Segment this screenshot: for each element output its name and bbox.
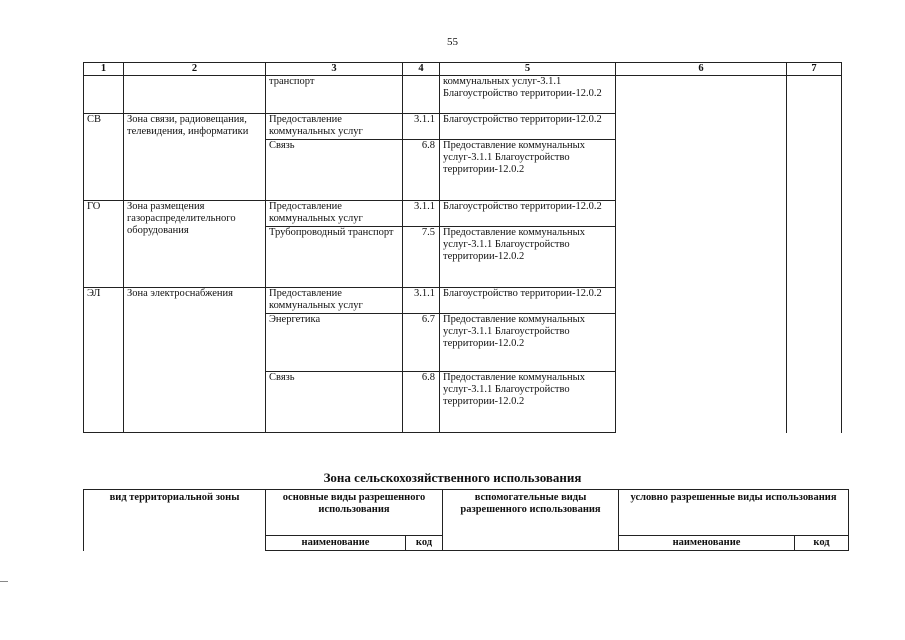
zone-code-cell: ГО <box>84 201 124 288</box>
column-header-7: 7 <box>787 63 842 76</box>
aux-uses-header: вспомогательные виды разрешенного использования <box>443 490 619 551</box>
main-uses-header: основные виды разрешенного использования <box>266 490 443 536</box>
zones-table <box>83 62 842 433</box>
column-header-4: 4 <box>403 63 440 76</box>
conditional-code-subheader: код <box>795 536 849 551</box>
zone-type-header: вид территориальной зоны <box>84 490 266 551</box>
conditional-uses-header: условно разрешенные виды использования <box>619 490 849 536</box>
main-use-code-cell: 6.7 <box>403 314 440 372</box>
main-use-code-cell <box>403 76 440 114</box>
agricultural-zone-table <box>83 489 849 551</box>
column-header-2: 2 <box>124 63 266 76</box>
scan-edge-mark <box>0 581 8 582</box>
main-use-name-cell: Связь <box>266 372 403 433</box>
main-use-code-cell: 6.8 <box>403 372 440 433</box>
zone-name-cell: Зона связи, радиовещания, телевидения, информатики <box>124 114 266 201</box>
zone-name-cell: Зона размещения газораспределительного оборудования <box>124 201 266 288</box>
main-use-code-cell: 6.8 <box>403 140 440 201</box>
column-header-6: 6 <box>616 63 787 76</box>
aux-use-cell: Предоставление коммунальных услуг-3.1.1 Благоустройство территории-12.0.2 <box>440 372 616 433</box>
column-header-1: 1 <box>84 63 124 76</box>
column-header-5: 5 <box>440 63 616 76</box>
main-use-name-cell: Предоставление коммунальных услуг <box>266 201 403 227</box>
main-code-subheader: код <box>406 536 443 551</box>
main-use-code-cell: 7.5 <box>403 227 440 288</box>
main-use-name-cell: Предоставление коммунальных услуг <box>266 114 403 140</box>
section-title: Зона сельскохозяйственного использования <box>323 470 582 485</box>
aux-use-cell: Благоустройство территории-12.0.2 <box>440 201 616 227</box>
conditional-name-subheader: наименование <box>619 536 795 551</box>
conditional-use-name-cell <box>616 76 787 433</box>
main-use-code-cell: 3.1.1 <box>403 114 440 140</box>
page-number: 55 <box>447 36 458 48</box>
main-name-subheader: наименование <box>266 536 406 551</box>
aux-use-cell: Предоставление коммунальных услуг-3.1.1 Благоустройство территории-12.0.2 <box>440 314 616 372</box>
main-use-name-cell: Трубопроводный транспорт <box>266 227 403 288</box>
zone-name-cell <box>124 76 266 114</box>
zone-code-cell: СВ <box>84 114 124 201</box>
aux-use-cell: коммунальных услуг-3.1.1 Благоустройство территории-12.0.2 <box>440 76 616 114</box>
main-use-code-cell: 3.1.1 <box>403 201 440 227</box>
table-row <box>84 76 842 114</box>
zone-code-cell <box>84 76 124 114</box>
aux-use-cell: Благоустройство территории-12.0.2 <box>440 288 616 314</box>
main-use-name-cell: Энергетика <box>266 314 403 372</box>
main-use-name-cell: Связь <box>266 140 403 201</box>
conditional-use-code-cell <box>787 76 842 433</box>
aux-use-cell: Предоставление коммунальных услуг-3.1.1 Благоустройство территории-12.0.2 <box>440 227 616 288</box>
table-header-row <box>84 490 849 536</box>
column-header-3: 3 <box>266 63 403 76</box>
zone-code-cell: ЭЛ <box>84 288 124 433</box>
aux-use-cell: Предоставление коммунальных услуг-3.1.1 Благоустройство территории-12.0.2 <box>440 140 616 201</box>
main-use-code-cell: 3.1.1 <box>403 288 440 314</box>
main-use-name-cell: Предоставление коммунальных услуг <box>266 288 403 314</box>
zone-name-cell: Зона электроснабжения <box>124 288 266 433</box>
main-use-name-cell: транспорт <box>266 76 403 114</box>
table-header-row <box>84 63 842 76</box>
aux-use-cell: Благоустройство территории-12.0.2 <box>440 114 616 140</box>
